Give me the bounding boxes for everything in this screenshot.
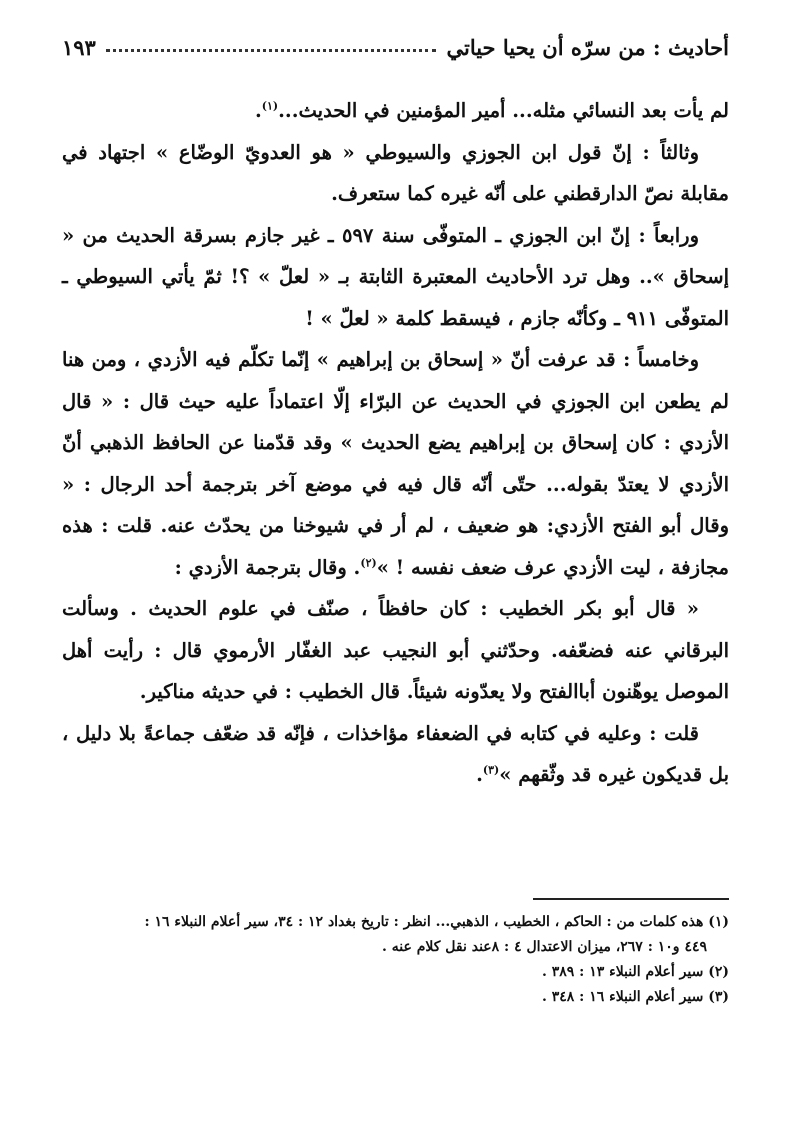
- page-header: [62, 28, 729, 60]
- paragraph-5: « قال أبو بكر الخطيب : كان حافظاً ، صنّف في علوم الحديث . وسألت البرقاني عنه فضعّفه. وحدّثني أبو النجيب عبد الغفّار الأرموي قال : رأيت أهل الموصل يوهّنون أباالفتح ولا يعدّونه شيئاً. قال الخطيب : في حديثه مناكير.: [62, 597, 729, 703]
- running-title: أحاديث : من سرّه أن يحيا حياتي: [446, 35, 729, 60]
- footnotes: [62, 910, 729, 1010]
- paragraph-4: وخامساً : قد عرفت أنّ « إسحاق بن إبراهيم » إنّما تكلّم فيه الأزدي ، ومن هنا لم يطعن ابن الجوزي في الحديث عن البرّاء إلّا اعتماداً عليه حيث قال : « قال الأزدي : كان إسحاق بن إبراهيم يضع الحديث » وقد قدّمنا عن الحافظ الذهبي أنّ الأزدي لا يعتدّ بقوله... حتّى أنّه قال فيه في موضع آخر بترجمة أحد الرجال : « وقال أبو الفتح الأزدي: هو ضعيف ، لم أر في شيوخنا من يحدّث عنه. قلت : هذه مجازفة ، ليت الأزدي عرف ضعف نفسه ! »$^{(٢)}$. وقال بترجمة الأزدي :: [62, 348, 729, 579]
- footnote-ref-2: (٢): [360, 556, 377, 569]
- paragraph-3: ورابعاً : إنّ ابن الجوزي ـ المتوفّى سنة ٥٩٧ ـ غير جازم بسرقة الحديث من « إسحاق ».. وهل ترد الأحاديث المعتبرة الثابتة بـ « لعلّ » ؟! ثمّ يأتي السيوطي ـ المتوفّى ٩١١ ـ وكأنّه جازم ، فيسقط كلمة « لعلّ » !: [62, 223, 729, 330]
- paragraph-2: وثالثاً : إنّ قول ابن الجوزي والسيوطي « هو العدويّ الوضّاع » اجتهاد في مقابلة نصّ الدارقطني على أنّه غيره كما ستعرف.: [62, 140, 729, 205]
- footnote-2: (٢) سير أعلام النبلاء ١٣ : ٣٨٩ .: [541, 964, 729, 980]
- footnote-1: (١) هذه كلمات من : الحاكم ، الخطيب ، الذهبي... انظر : تاريخ بغداد ١٢ : ٣٤، سير أعلام النبلاء ١٦ :: [144, 914, 729, 930]
- main-text: [62, 90, 729, 796]
- footnote-ref-1: (١): [261, 99, 279, 113]
- footnote-ref-3: (٣): [482, 763, 500, 777]
- paragraph-6: قلت : وعليه في كتابه في الضعفاء مؤاخذات ، فإنّه قد ضعّف جماعةً بلا دليل ، بل قديكون غيره قد وثّقهم »$^{(٣)}$.: [62, 721, 729, 786]
- paragraph-1: لم يأت بعد النسائي مثله... أمير المؤمنين في الحديث...$^{(١)}$.: [254, 99, 729, 122]
- footnote-separator: [533, 898, 729, 900]
- footnote-1-continued: ٤٤٩ و١٠ : ٢٦٧، ميزان الاعتدال ٤ : ٨عند نقل كلام عنه .: [382, 939, 707, 955]
- leader-dots: [106, 49, 437, 52]
- page-number: ١٩٣: [62, 35, 96, 60]
- footnote-3: (٣) سير أعلام النبلاء ١٦ : ٣٤٨ .: [541, 989, 729, 1005]
